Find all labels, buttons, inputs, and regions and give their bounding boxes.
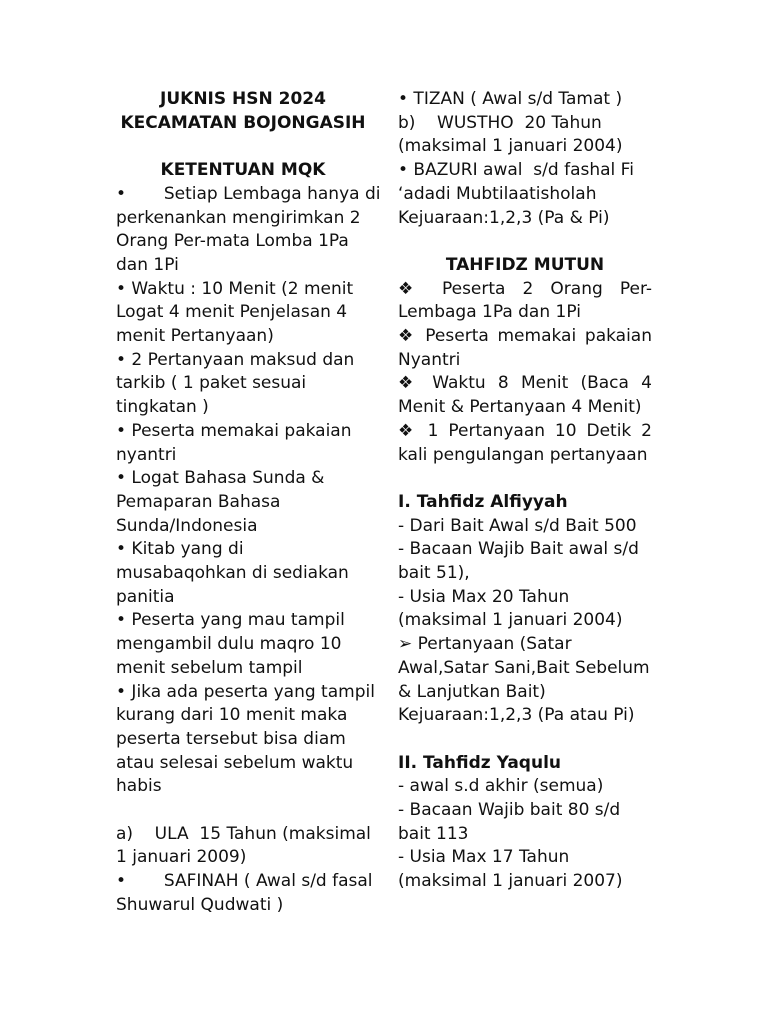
right-column <box>398 88 652 894</box>
text-line: • Logat Bahasa Sunda & <box>116 468 325 489</box>
text-line: - Bacaan Wajib bait 80 s/d <box>398 800 621 821</box>
text-line: Kejuaraan:1,2,3 (Pa atau Pi) <box>398 705 635 726</box>
text-line: (maksimal 1 januari 2004) <box>398 136 623 157</box>
text-line: • Kitab yang di <box>116 539 244 560</box>
spacer <box>398 467 652 491</box>
text-line: dan 1Pi <box>116 254 179 275</box>
text-line: Shuwarul Qudwati ) <box>116 894 284 915</box>
text-line: • Peserta memakai pakaian <box>116 420 352 441</box>
text-line: b) WUSTHO 20 Tahun <box>398 112 602 133</box>
section-heading-tahfidz: TAHFIDZ MUTUN <box>445 254 605 275</box>
section-heading-mqk: KETENTUAN MQK <box>160 160 326 181</box>
text-line: - Usia Max 20 Tahun <box>398 586 570 607</box>
text-line: menit sebelum tampil <box>116 657 303 678</box>
text-line: bait 51), <box>398 563 470 584</box>
text-line: Orang Per-mata Lomba 1Pa <box>116 231 349 252</box>
text-line: (maksimal 1 januari 2007) <box>398 871 623 892</box>
text-line: atau selesai sebelum waktu <box>116 752 354 773</box>
text-line: tingkatan ) <box>116 397 209 418</box>
section-heading-yaqulu: II. Tahfidz Yaqulu <box>398 752 562 773</box>
text-line: (maksimal 1 januari 2004) <box>398 610 623 631</box>
spacer <box>398 230 652 254</box>
text-line: - Bacaan Wajib Bait awal s/d <box>398 539 639 560</box>
ula-section <box>116 823 373 918</box>
text-line: Logat 4 menit Penjelasan 4 <box>116 302 348 323</box>
text-line: nyantri <box>116 444 177 465</box>
text-line: kurang dari 10 menit maka <box>116 705 348 726</box>
text-line: Awal,Satar Sani,Bait Sebelum <box>398 657 650 678</box>
text-line: Lembaga 1Pa dan 1Pi <box>398 302 581 323</box>
text-line: Nyantri <box>398 349 461 370</box>
text-line: a) ULA 15 Tahun (maksimal <box>116 823 371 844</box>
spacer <box>116 799 370 823</box>
mutun-rules <box>398 278 652 468</box>
text-line: ‘adadi Mubtilaatisholah <box>398 183 597 204</box>
section-heading-alfiyyah: I. Tahfidz Alfiyyah <box>398 491 568 512</box>
text-line: • TIZAN ( Awal s/d Tamat ) <box>398 89 623 109</box>
document-subtitle: KECAMATAN BOJONGASIH <box>120 112 366 133</box>
text-line: Kejuaraan:1,2,3 (Pa & Pi) <box>398 207 610 228</box>
spacer <box>116 135 370 159</box>
text-line: ❖ 1 Pertanyaan 10 Detik 2 <box>398 420 652 441</box>
yaqulu-rules <box>398 775 652 894</box>
text-line: & Lanjutkan Bait) <box>398 681 546 702</box>
text-line: ❖ Peserta 2 Orang Per- <box>398 278 652 299</box>
text-line: Menit & Pertanyaan 4 Menit) <box>398 397 642 418</box>
alfiyyah-rules <box>398 515 652 728</box>
text-line: ❖ Waktu 8 Menit (Baca 4 <box>398 373 652 394</box>
text-line: ➢ Pertanyaan (Satar <box>398 634 572 655</box>
text-line: mengambil dulu maqro 10 <box>116 634 342 655</box>
text-line: peserta tersebut bisa diam <box>116 728 346 749</box>
text-line: • Setiap Lembaga hanya di <box>116 183 381 204</box>
spacer <box>398 728 652 752</box>
mqk-rules <box>116 183 381 799</box>
text-line: habis <box>116 776 162 797</box>
text-line: kali pengulangan pertanyaan <box>398 444 648 465</box>
text-line: menit Pertanyaan) <box>116 326 274 347</box>
text-line: 1 januari 2009) <box>116 847 247 868</box>
text-line: ❖ Peserta memakai pakaian <box>398 326 652 347</box>
text-line: Pemaparan Bahasa <box>116 491 281 512</box>
wustho-section <box>398 88 652 230</box>
text-line: - awal s.d akhir (semua) <box>398 776 604 797</box>
text-line: • SAFINAH ( Awal s/d fasal <box>116 871 373 892</box>
text-line: panitia <box>116 586 175 607</box>
text-line: • Jika ada peserta yang tampil <box>116 681 375 702</box>
left-column <box>116 88 381 918</box>
text-line: bait 113 <box>398 823 469 844</box>
text-line: • Peserta yang mau tampil <box>116 610 345 631</box>
text-line: - Dari Bait Awal s/d Bait 500 <box>398 515 637 536</box>
text-line: perkenankan mengirimkan 2 <box>116 207 361 228</box>
text-line: • Waktu : 10 Menit (2 menit <box>116 278 354 299</box>
text-line: tarkib ( 1 paket sesuai <box>116 373 307 394</box>
text-line: • 2 Pertanyaan maksud dan <box>116 349 355 370</box>
text-line: • BAZURI awal s/d fashal Fi <box>398 160 634 181</box>
text-line: - Usia Max 17 Tahun <box>398 847 570 868</box>
document-title: JUKNIS HSN 2024 <box>160 89 326 109</box>
text-line: Sunda/Indonesia <box>116 515 258 536</box>
text-line: musabaqohkan di sediakan <box>116 563 349 584</box>
